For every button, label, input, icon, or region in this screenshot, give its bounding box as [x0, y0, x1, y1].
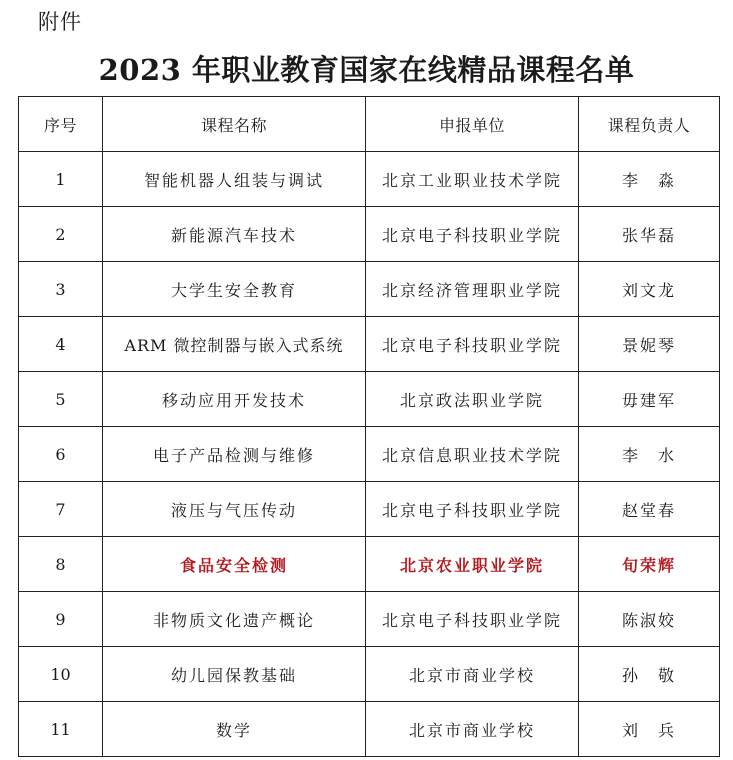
course-name: 大学生安全教育	[103, 262, 366, 317]
row-number: 9	[19, 592, 103, 647]
course-lead: 李 淼	[579, 152, 720, 207]
course-name: 新能源汽车技术	[103, 207, 366, 262]
applicant-unit: 北京农业职业学院	[366, 537, 579, 592]
applicant-unit: 北京电子科技职业学院	[366, 482, 579, 537]
table-row-highlighted	[19, 537, 720, 592]
table-row	[19, 482, 720, 537]
column-header-course-name: 课程名称	[103, 97, 366, 152]
course-name: 食品安全检测	[103, 537, 366, 592]
applicant-unit: 北京市商业学校	[366, 702, 579, 757]
column-header-applicant-unit: 申报单位	[366, 97, 579, 152]
applicant-unit: 北京市商业学校	[366, 647, 579, 702]
applicant-unit: 北京电子科技职业学院	[366, 592, 579, 647]
row-number: 3	[19, 262, 103, 317]
course-lead: 旬荣辉	[579, 537, 720, 592]
column-header-course-lead: 课程负责人	[579, 97, 720, 152]
course-lead: 刘文龙	[579, 262, 720, 317]
course-name: 电子产品检测与维修	[103, 427, 366, 482]
course-lead: 孙 敬	[579, 647, 720, 702]
row-number: 5	[19, 372, 103, 427]
course-lead: 刘 兵	[579, 702, 720, 757]
table-row	[19, 592, 720, 647]
column-header-number: 序号	[19, 97, 103, 152]
course-lead: 毋建军	[579, 372, 720, 427]
row-number: 4	[19, 317, 103, 372]
row-number: 7	[19, 482, 103, 537]
table-row	[19, 317, 720, 372]
course-name: 幼儿园保教基础	[103, 647, 366, 702]
table-row	[19, 702, 720, 757]
course-lead: 张华磊	[579, 207, 720, 262]
table-row	[19, 647, 720, 702]
table-row	[19, 207, 720, 262]
course-lead: 景妮琴	[579, 317, 720, 372]
applicant-unit: 北京电子科技职业学院	[366, 317, 579, 372]
course-name: ARM 微控制器与嵌入式系统	[103, 317, 366, 372]
row-number: 8	[19, 537, 103, 592]
row-number: 2	[19, 207, 103, 262]
table-row	[19, 152, 720, 207]
row-number: 11	[19, 702, 103, 757]
applicant-unit: 北京信息职业技术学院	[366, 427, 579, 482]
course-name: 非物质文化遗产概论	[103, 592, 366, 647]
row-number: 6	[19, 427, 103, 482]
course-lead: 陈淑姣	[579, 592, 720, 647]
applicant-unit: 北京政法职业学院	[366, 372, 579, 427]
table-header-row	[19, 97, 720, 152]
course-name: 智能机器人组装与调试	[103, 152, 366, 207]
table-row	[19, 427, 720, 482]
course-lead: 赵堂春	[579, 482, 720, 537]
applicant-unit: 北京经济管理职业学院	[366, 262, 579, 317]
table-row	[19, 262, 720, 317]
course-lead: 李 水	[579, 427, 720, 482]
course-name: 移动应用开发技术	[103, 372, 366, 427]
attachment-label: 附件	[38, 10, 82, 34]
course-name: 数学	[103, 702, 366, 757]
course-list-table	[18, 96, 720, 757]
course-name: 液压与气压传动	[103, 482, 366, 537]
row-number: 10	[19, 647, 103, 702]
document-title: 2023 年职业教育国家在线精品课程名单	[98, 53, 635, 87]
applicant-unit: 北京工业职业技术学院	[366, 152, 579, 207]
row-number: 1	[19, 152, 103, 207]
applicant-unit: 北京电子科技职业学院	[366, 207, 579, 262]
table-row	[19, 372, 720, 427]
